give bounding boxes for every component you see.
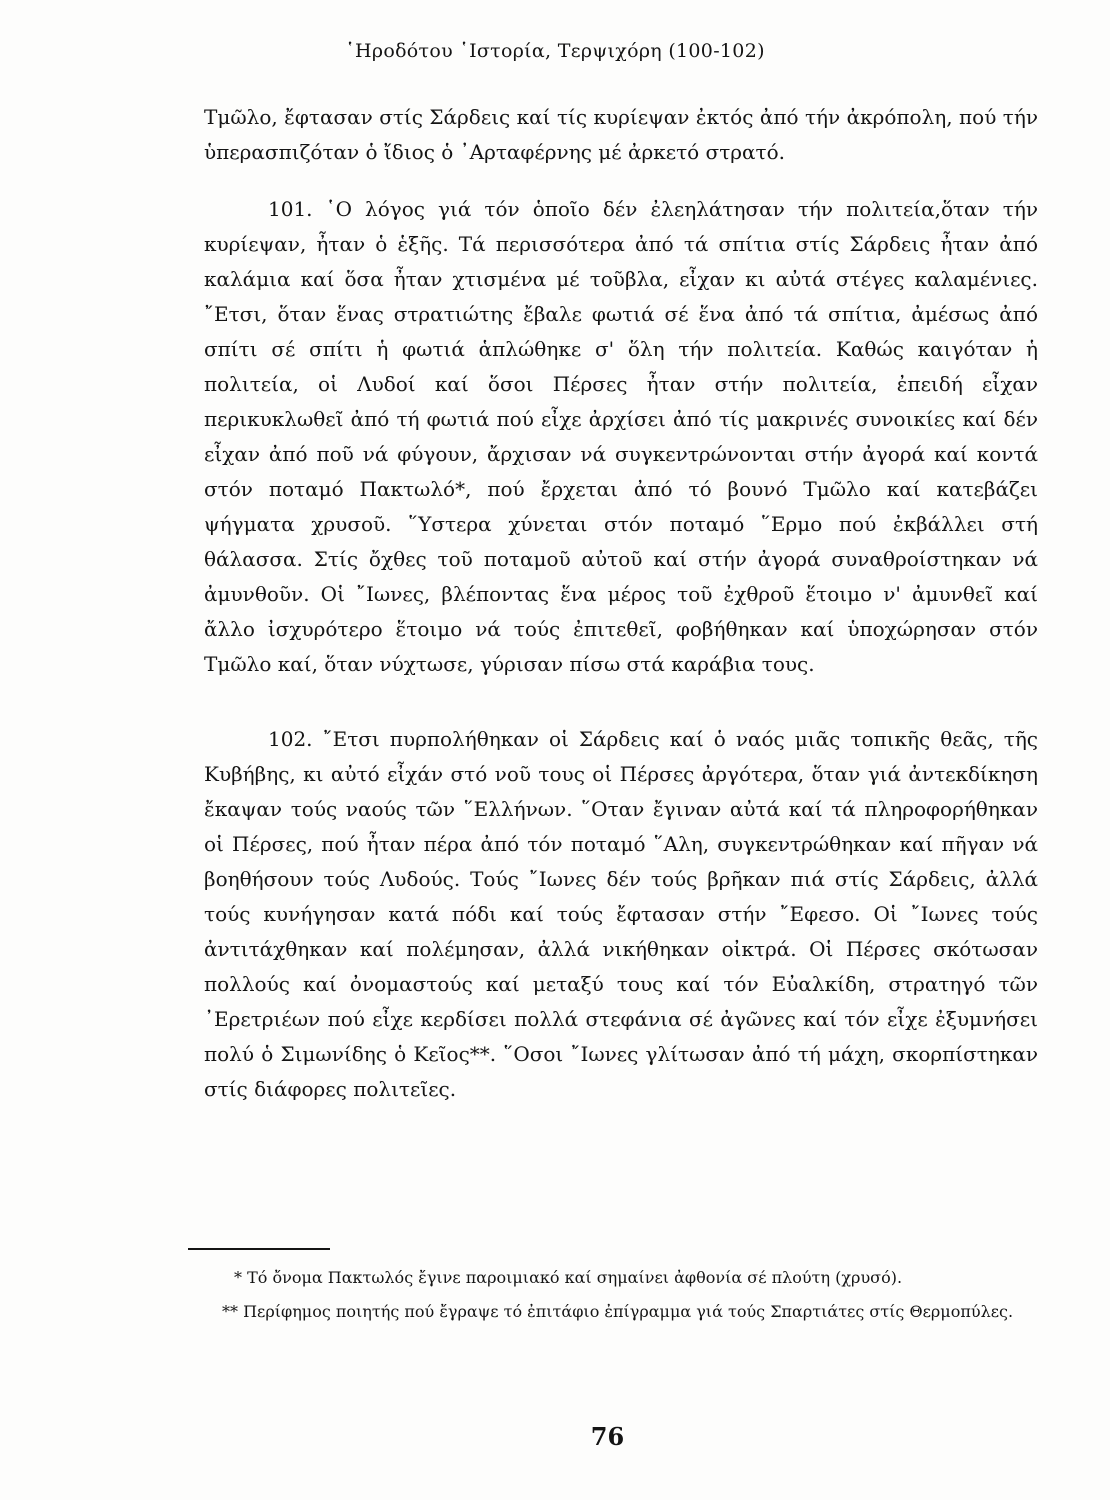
page-number: 76 (590, 1422, 625, 1451)
footnote-1: * Τό ὄνομα Πακτωλός ἔγινε παροιμιακό καί σημαίνει ἀφθονία σέ πλούτη (χρυσό). (234, 1268, 903, 1287)
running-header: ῾Ηροδότου ῾Ιστορία, Τερψιχόρη (100-102) (345, 40, 765, 62)
paragraph-continuation: Τμῶλο, ἔφτασαν στίς Σάρδεις καί τίς κυρίεψαν ἐκτός ἀπό τήν ἀκρόπολη, πού τήν ὑπερασπιζόταν ὁ ἴδιος ὁ ᾿Αρταφέρνης μέ ἀρκετό στρατό. (204, 105, 1038, 164)
footnote-2: ** Περίφημος ποιητής πού ἔγραψε τό ἐπιτάφιο ἐπίγραμμα γιά τούς Σπαρτιάτες στίς Θερμοπύλες. (222, 1302, 1014, 1321)
main-text (204, 100, 1038, 1107)
footnote-divider (188, 1248, 330, 1250)
paragraph-section-101: 101. ῾Ο λόγος γιά τόν ὁποῖο δέν ἐλεηλάτησαν τήν πολιτεία,ὅταν τήν κυρίεψαν, ἦταν ὁ ἑξῆς. Τά περισσότερα ἀπό τά σπίτια στίς Σάρδεις ἦταν ἀπό καλάμια καί ὅσα ἦταν χτισμένα μέ τοῦβλα, εἶχαν κι αὐτά στέγες καλαμένιες. ῎Ετσι, ὅταν ἕνας στρατιώτης ἔβαλε φωτιά σέ ἕνα ἀπό τά σπίτια, ἀμέσως ἀπό σπίτι σέ σπίτι ἡ φωτιά ἁπλώθηκε σ' ὅλη τήν πολιτεία. Καθώς καιγόταν ἡ πολιτεία, οἱ Λυδοί καί ὅσοι Πέρσες ἦταν στήν πολιτεία, ἐπειδή εἶχαν περικυκλωθεῖ ἀπό τή φωτιά πού εἶχε ἀρχίσει ἀπό τίς μακρινές συνοικίες καί δέν εἶχαν ἀπό ποῦ νά φύγουν, ἄρχισαν νά συγκεντρώνονται στήν ἀγορά καί κοντά στόν ποταμό Πακτωλό*, πού ἔρχεται ἀπό τό βουνό Τμῶλο καί κατεβάζει ψήγματα χρυσοῦ. ῞Υστερα χύνεται στόν ποταμό ῞Ερμο πού ἐκβάλλει στή θάλασσα. Στίς ὄχθες τοῦ ποταμοῦ αὐτοῦ καί στήν ἀγορά συναθροίστηκαν νά ἀμυνθοῦν. Οἱ ῎Ιωνες, βλέποντας ἕνα μέρος τοῦ ἐχθροῦ ἕτοιμο ν' ἀμυνθεῖ καί ἄλλο ἰσχυρότερο ἕτοιμο νά τούς ἐπιτεθεῖ, φοβήθηκαν καί ὑποχώρησαν στόν Τμῶλο καί, ὅταν νύχτωσε, γύρισαν πίσω στά καράβια τους. (204, 197, 1038, 676)
paragraph-section-102: 102. ῎Ετσι πυρπολήθηκαν οἱ Σάρδεις καί ὁ ναός μιᾶς τοπικῆς θεᾶς, τῆς Κυβήβης, κι αὐτό εἶχάν στό νοῦ τους οἱ Πέρσες ἀργότερα, ὅταν γιά ἀντεκδίκηση ἔκαψαν τούς ναούς τῶν ῞Ελλήνων. ῞Οταν ἔγιναν αὐτά καί τά πληροφορήθηκαν οἱ Πέρσες, πού ἦταν πέρα ἀπό τόν ποταμό ῞Αλη, συγκεντρώθηκαν καί πῆγαν νά βοηθήσουν τούς Λυδούς. Τούς ῎Ιωνες δέν τούς βρῆκαν πιά στίς Σάρδεις, ἀλλά τούς κυνήγησαν κατά πόδι καί τούς ἔφτασαν στήν ῎Εφεσο. Οἱ ῎Ιωνες τούς ἀντιτάχθηκαν καί πολέμησαν, ἀλλά νικήθηκαν οἰκτρά. Οἱ Πέρσες σκότωσαν πολλούς καί ὀνομαστούς καί μεταξύ τους καί τόν Εὐαλκίδη, στρατηγό τῶν ᾿Ερετριέων πού εἶχε κερδίσει πολλά στεφάνια σέ ἀγῶνες καί τόν εἶχε ἐξυμνήσει πολύ ὁ Σιμωνίδης ὁ Κεῖος**. ῞Οσοι ῎Ιωνες γλίτωσαν ἀπό τή μάχη, σκορπίστηκαν στίς διάφορες πολιτεῖες. (204, 727, 1038, 1101)
footnotes (188, 1264, 1034, 1326)
